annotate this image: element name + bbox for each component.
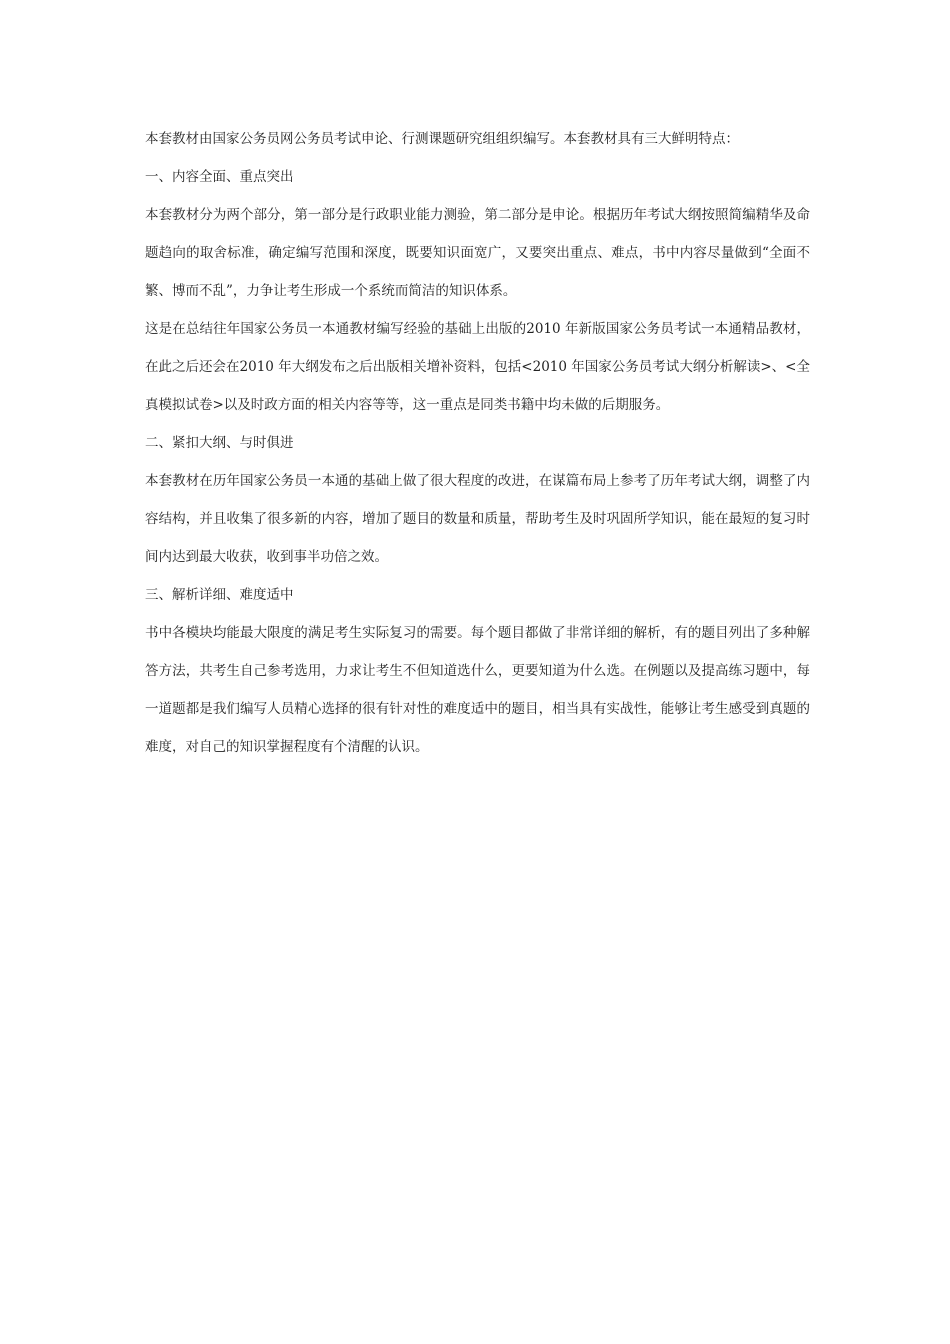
section-2-paragraph: 本套教材在历年国家公务员一本通的基础上做了很大程度的改进，在谋篇布局上参考了历年考试大纲，调整了内容结构，并且收集了很多新的内容，增加了题目的数量和质量，帮助考生及时巩固所学知识，能在最短的复习时间内达到最大收获，收到事半功倍之效。 [145,473,810,565]
section-1-paragraph-1: 本套教材分为两个部分，第一部分是行政职业能力测验，第二部分是申论。根据历年考试大纲按照简编精华及命题趋向的取舍标准，确定编写范围和深度，既要知识面宽广，又要突出重点、难点，书中内容尽量做到“全面不繁、博而不乱”，力争让考生形成一个系统而简洁的知识体系。 [145,207,810,299]
section-1-paragraph-2: 这是在总结往年国家公务员一本通教材编写经验的基础上出版的2010 年新版国家公务员考试一本通精品教材，在此之后还会在2010 年大纲发布之后出版相关增补资料，包括<2010 年国家公务员考试大纲分析解读>、<全真模拟试卷>以及时政方面的相关内容等等，这一重点是同类书籍中均未做的后期服务。 [145,321,810,413]
document-body [145,120,810,766]
section-heading-3: 三、解析详细、难度适中 [145,587,294,603]
section-3-paragraph: 书中各模块均能最大限度的满足考生实际复习的需要。每个题目都做了非常详细的解析，有的题目列出了多种解答方法，共考生自己参考选用，力求让考生不但知道选什么，更要知道为什么选。在例题以及提高练习题中，每一道题都是我们编写人员精心选择的很有针对性的难度适中的题目，相当具有实战性，能够让考生感受到真题的难度，对自己的知识掌握程度有个清醒的认识。 [145,625,810,755]
section-heading-2: 二、紧扣大纲、与时俱进 [145,435,294,451]
intro-paragraph: 本套教材由国家公务员网公务员考试申论、行测课题研究组组织编写。本套教材具有三大鲜明特点： [145,131,739,147]
section-heading-1: 一、内容全面、重点突出 [145,169,294,185]
